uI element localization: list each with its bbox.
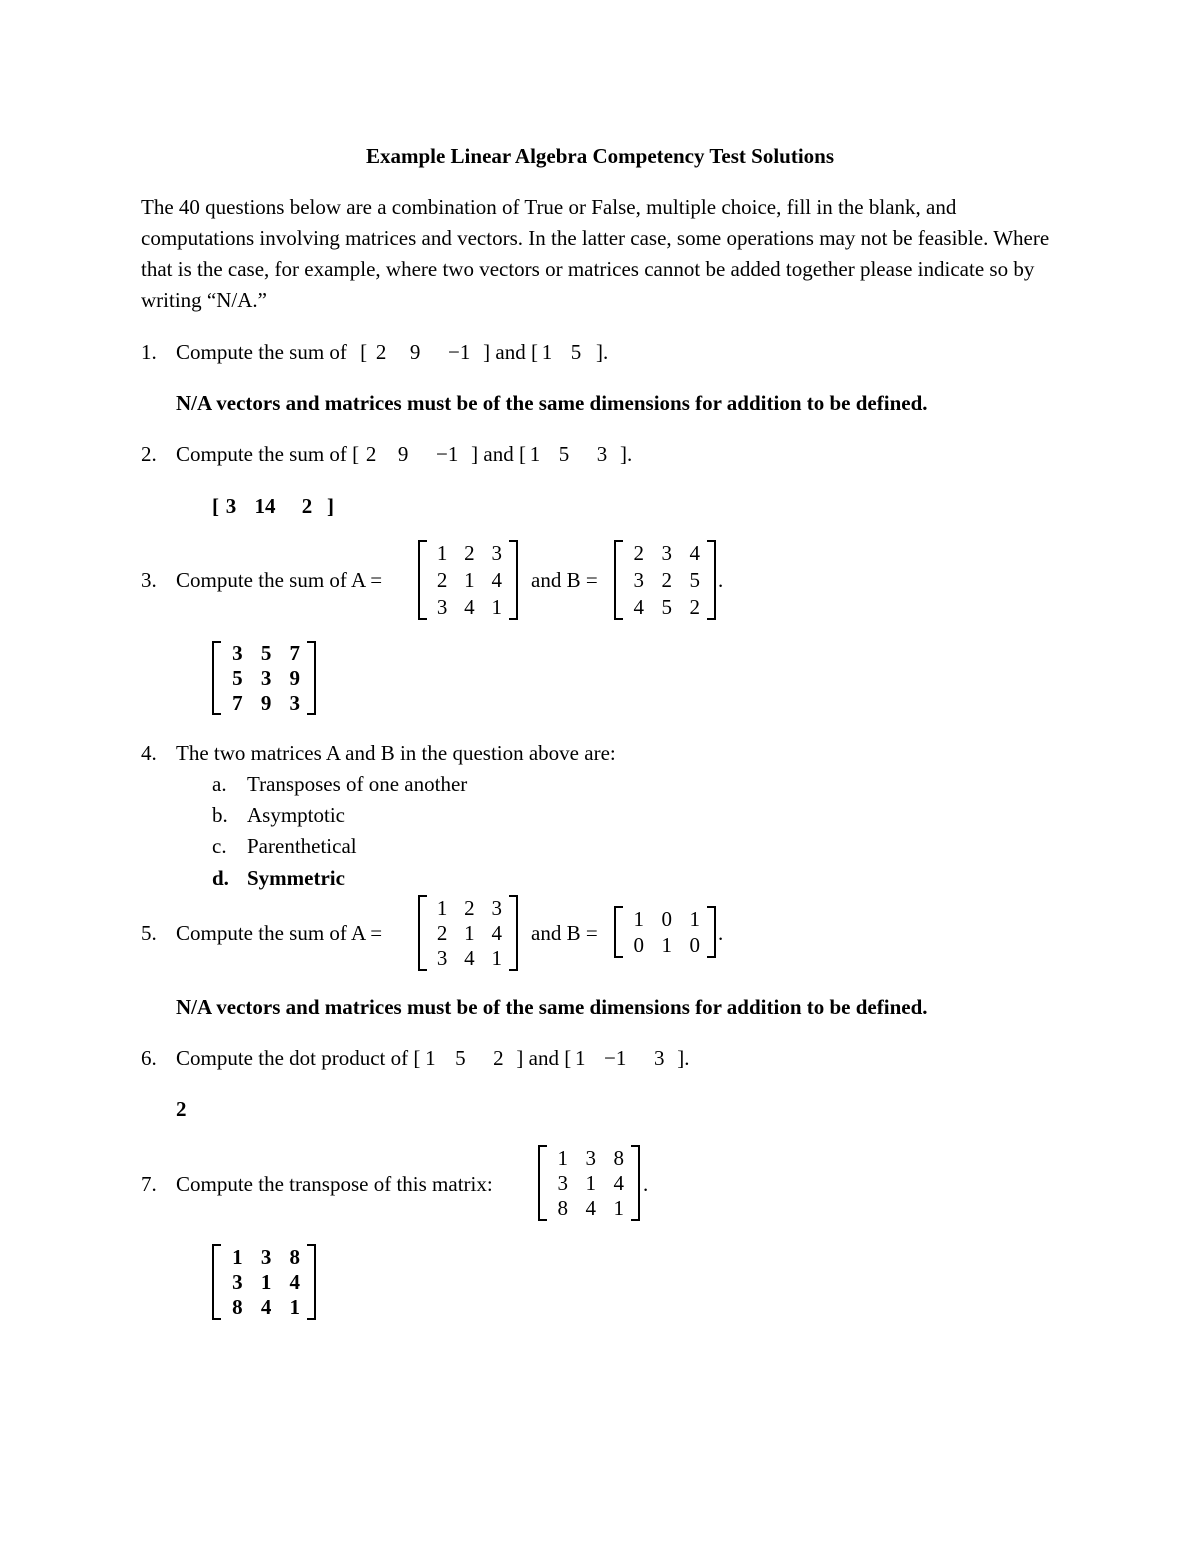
matrix-cell: 3 [491, 895, 502, 920]
vector-cell: −1 [435, 442, 459, 466]
question-1-number: 1. [141, 340, 157, 364]
question-7-number: 7. [141, 1172, 157, 1196]
matrix-cell: 4 [689, 541, 700, 566]
question-4-text: The two matrices A and B in the question above are: [176, 741, 616, 765]
question-5-text: Compute the sum of A = [176, 921, 383, 945]
answer-cell: 3 [225, 494, 237, 518]
matrix-cell: 3 [661, 541, 672, 566]
intro-paragraph: The 40 questions below are a combination of True or False, multiple choice, fill in the blank, and computations involving matrices and vectors. In the latter case, some operations may not be feasible. Where that is the case, for example, where two vectors or matrices cannot be added together please indicate so by writing “N/A.” [141, 195, 1050, 312]
matrix-cell: 2 [464, 895, 475, 920]
matrix-cell: 1 [613, 1196, 624, 1221]
question-2 [176, 442, 632, 467]
matrix-cell: 3 [557, 1171, 568, 1195]
question-4-number: 4. [141, 741, 157, 765]
matrix-cell: 4 [260, 1295, 272, 1320]
question-3-answer-matrix [212, 641, 316, 715]
matrix-cell: 0 [661, 907, 672, 931]
matrix-cell: 3 [436, 946, 448, 971]
matrix-right-bracket [307, 1244, 316, 1320]
vector-cell: 3 [596, 442, 608, 466]
option-d-label: Symmetric [247, 866, 345, 890]
question-7-answer-matrix [212, 1244, 316, 1320]
question-3-matrix-b [614, 540, 716, 620]
matrix-cell: 8 [289, 1244, 300, 1269]
question-2-answer: [ 3 14 2 ] [212, 494, 334, 518]
matrix-right-bracket [707, 540, 716, 620]
matrix-cell: 1 [289, 1295, 300, 1320]
matrix-cell: 4 [464, 594, 475, 619]
matrix-cell: 7 [232, 690, 243, 715]
matrix-cell: 2 [661, 568, 672, 592]
matrix-cell: 1 [633, 907, 644, 931]
question-3-matrix-a [418, 540, 518, 620]
question-1-answer: N/A vectors and matrices must be of the same dimensions for addition to be defined. [176, 391, 928, 415]
matrix-left-bracket [212, 1244, 221, 1320]
question-1 [176, 340, 608, 365]
matrix-cell: 1 [260, 1270, 272, 1294]
matrix-cell: 4 [289, 1270, 300, 1294]
matrix-cell: 5 [689, 568, 700, 592]
matrix-cell: 3 [289, 690, 300, 715]
matrix-cell: 3 [585, 1145, 596, 1170]
matrix-cell: 9 [260, 690, 272, 715]
question-6-vector-b: [ 1 −1 3 ] [564, 1046, 685, 1070]
question-7-period: . [643, 1172, 649, 1196]
matrix-cell: 5 [661, 594, 672, 619]
matrix-right-bracket [509, 540, 518, 620]
answer-cell: 14 [254, 494, 276, 518]
question-6-answer: 2 [176, 1097, 187, 1121]
matrix-cell: 8 [557, 1196, 568, 1221]
matrix-cell: 3 [232, 1270, 243, 1294]
matrix-cell: 4 [633, 594, 644, 619]
matrix-cell: 1 [436, 895, 448, 920]
matrix-cell: 4 [613, 1171, 624, 1195]
vector-cell: −1 [604, 1046, 627, 1070]
question-1-and: and [495, 340, 526, 364]
question-5-and: and B = [531, 921, 598, 945]
question-5-period: . [718, 921, 724, 945]
option-a-letter: a. [212, 772, 227, 796]
matrix-cell: 0 [633, 933, 644, 957]
question-1-vector-a: [ 2 9 −1 ] [360, 340, 491, 364]
matrix-cell: 2 [464, 541, 475, 566]
matrix-cell: 2 [633, 541, 644, 566]
question-3-text: Compute the sum of A = [176, 568, 383, 592]
matrix-cell: 1 [436, 541, 448, 566]
matrix-cell: 5 [260, 641, 272, 666]
question-5-answer: N/A vectors and matrices must be of the same dimensions for addition to be defined. [176, 995, 928, 1019]
matrix-cell: 4 [464, 946, 475, 971]
vector-cell: 5 [558, 442, 570, 466]
question-6-period: . [684, 1046, 690, 1070]
matrix-cell: 4 [491, 568, 502, 592]
question-6-vector-a: [ 1 5 2 ] [413, 1046, 524, 1070]
question-5-matrix-a [418, 895, 518, 971]
vector-cell: 2 [365, 442, 377, 466]
vector-cell: 5 [455, 1046, 466, 1070]
vector-cell: 2 [375, 340, 387, 364]
vector-cell: 5 [570, 340, 582, 364]
matrix-cell: 1 [232, 1244, 243, 1269]
question-2-period: . [626, 442, 633, 466]
question-5-number: 5. [141, 921, 157, 945]
option-d-letter: d. [212, 866, 229, 890]
matrix-cell: 5 [232, 666, 243, 690]
option-b-label: Asymptotic [247, 803, 345, 827]
vector-cell: 2 [493, 1046, 504, 1070]
question-2-number: 2. [141, 442, 157, 466]
matrix-cell: 4 [585, 1196, 596, 1221]
matrix-cell: 3 [491, 541, 502, 566]
vector-cell: 9 [397, 442, 409, 466]
matrix-left-bracket [212, 641, 221, 715]
matrix-right-bracket [707, 906, 716, 958]
question-3-and: and B = [531, 568, 598, 592]
matrix-cell: 1 [585, 1171, 596, 1195]
matrix-right-bracket [631, 1145, 640, 1221]
answer-cell: 2 [301, 494, 313, 518]
option-a-label: Transposes of one another [247, 772, 468, 796]
vector-cell: 1 [425, 1046, 436, 1070]
question-7-matrix [538, 1145, 640, 1221]
matrix-cell: 3 [633, 568, 644, 592]
matrix-cell: 4 [491, 921, 502, 945]
vector-cell: 1 [541, 340, 553, 364]
vector-cell: 3 [653, 1046, 665, 1070]
matrix-cell: 2 [436, 568, 448, 592]
question-6-text: Compute the dot product of [176, 1046, 409, 1070]
question-6-and: and [528, 1046, 559, 1070]
matrix-cell: 2 [689, 594, 700, 619]
vector-cell: −1 [447, 340, 471, 364]
matrix-cell: 7 [289, 641, 300, 666]
matrix-cell: 1 [661, 933, 672, 957]
question-3-number: 3. [141, 568, 157, 592]
matrix-cell: 0 [689, 933, 700, 957]
matrix-cell: 8 [232, 1295, 243, 1320]
matrix-cell: 3 [436, 594, 448, 619]
vector-cell: 1 [529, 442, 541, 466]
matrix-cell: 2 [436, 921, 448, 945]
question-7-text: Compute the transpose of this matrix: [176, 1172, 493, 1196]
matrix-cell: 1 [464, 568, 475, 592]
question-1-vector-b: [ 1 5 ] [530, 340, 603, 364]
matrix-cell: 1 [491, 946, 502, 971]
question-2-vector-b: [ 1 5 3 ] [518, 442, 627, 466]
matrix-cell: 1 [689, 907, 700, 931]
question-5-matrix-b [614, 906, 716, 958]
question-3-period: . [718, 568, 724, 592]
question-6 [176, 1046, 689, 1071]
question-2-vector-a: [ 2 9 −1 ] [352, 442, 479, 466]
vector-cell: 1 [574, 1046, 586, 1070]
option-b-letter: b. [212, 803, 228, 827]
option-c-label: Parenthetical [247, 834, 357, 858]
vector-cell: 9 [409, 340, 421, 364]
matrix-cell: 9 [289, 666, 300, 690]
page-title: Example Linear Algebra Competency Test Solutions [365, 144, 835, 168]
matrix-cell: 8 [613, 1145, 624, 1170]
question-2-and: and [483, 442, 514, 466]
question-1-period: . [602, 340, 609, 364]
matrix-cell: 3 [260, 666, 272, 690]
question-1-text: Compute the sum of [176, 340, 347, 364]
matrix-cell: 1 [464, 921, 475, 945]
matrix-cell: 1 [557, 1145, 568, 1170]
option-c-letter: c. [212, 834, 227, 858]
matrix-cell: 3 [260, 1244, 272, 1269]
matrix-cell: 3 [232, 641, 243, 666]
matrix-cell: 1 [491, 594, 502, 619]
question-6-number: 6. [141, 1046, 157, 1070]
matrix-right-bracket [307, 641, 316, 715]
question-2-text: Compute the sum of [176, 442, 347, 466]
matrix-right-bracket [509, 895, 518, 971]
